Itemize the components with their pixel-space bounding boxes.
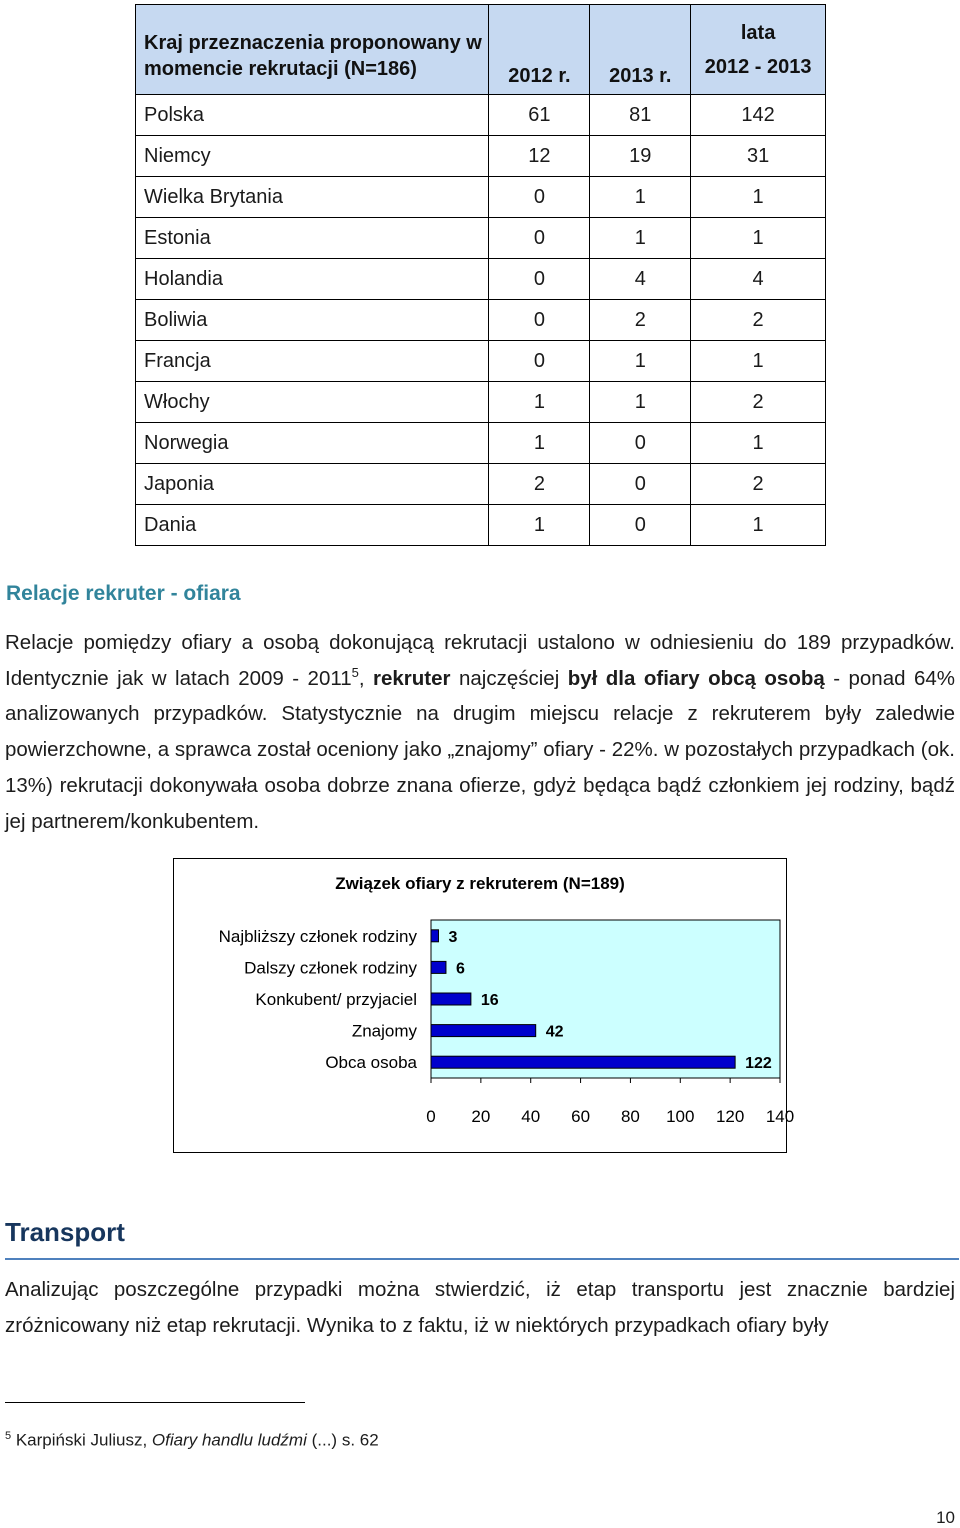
cell-total: 1 <box>691 423 826 464</box>
cell-y2012: 0 <box>489 341 590 382</box>
data-label: 16 <box>480 992 499 1009</box>
cell-y2013: 4 <box>590 259 691 300</box>
p1-text-d: - ponad 64% analizowanych przypadków. Statystycznie na drugim miejscu relacje z rekruterem były zaledwie powierzchowne, a sprawca został oceniony jako „znajomy” ofiary - 22%. w pozostałych przypadkach (ok. 13%) rekrutacji dokonywała osoba dobrze znana ofierze, gdyż będąca bądź członkiem jej rodziny, bądź jej partnerem/konkubentem. <box>5 666 955 833</box>
cell-total: 1 <box>691 218 826 259</box>
header-total-top: lata <box>740 21 776 44</box>
footnote-separator <box>5 1402 305 1403</box>
data-label: 122 <box>745 1055 772 1073</box>
bar <box>431 993 471 1005</box>
cell-country: Dania <box>136 505 489 546</box>
x-tick-label: 120 <box>715 1107 745 1126</box>
table-row <box>136 259 826 300</box>
footnote <box>5 1430 379 1451</box>
table-row <box>136 464 826 505</box>
p1-text-c: najczęściej <box>450 666 568 690</box>
cell-total: 2 <box>691 300 826 341</box>
x-tick-label: 100 <box>666 1107 695 1126</box>
cell-y2013: 0 <box>590 505 691 546</box>
cell-y2012: 0 <box>489 300 590 341</box>
p1-bold-stranger: był dla ofiary obcą osobą <box>567 666 825 690</box>
bar <box>431 961 446 973</box>
bar <box>431 1056 735 1068</box>
cell-total: 31 <box>691 136 826 177</box>
table-row <box>136 423 826 464</box>
data-label: 6 <box>455 960 465 978</box>
cell-country: Niemcy <box>136 136 489 177</box>
cell-country: Holandia <box>136 259 489 300</box>
cell-total: 2 <box>691 382 826 423</box>
section-title: Relacje rekruter - ofiara <box>6 582 241 605</box>
x-tick-label: 140 <box>765 1107 795 1126</box>
table-row <box>136 382 826 423</box>
p1-bold-recruiter: rekruter <box>373 666 451 690</box>
cell-y2013: 1 <box>590 382 691 423</box>
chart-svg <box>174 859 795 1152</box>
cell-y2012: 1 <box>489 382 590 423</box>
cell-country: Polska <box>136 95 489 136</box>
table-row <box>136 505 826 546</box>
cell-y2012: 2 <box>489 464 590 505</box>
cell-y2012: 0 <box>489 218 590 259</box>
page-number: 10 <box>936 1508 955 1527</box>
table-header-row <box>136 5 826 95</box>
relationship-chart <box>173 858 795 1153</box>
cell-country: Boliwia <box>136 300 489 341</box>
cell-y2013: 1 <box>590 218 691 259</box>
category-label: Dalszy członek rodziny <box>244 958 417 978</box>
table-body <box>136 95 826 546</box>
destination-country-table <box>135 4 826 546</box>
header-2012: 2012 r. <box>489 5 590 95</box>
category-label: Najbliższy członek rodziny <box>218 926 417 946</box>
x-axis <box>426 1078 794 1126</box>
table-row <box>136 136 826 177</box>
table-row <box>136 341 826 382</box>
table-row <box>136 95 826 136</box>
cell-y2013: 19 <box>590 136 691 177</box>
cell-total: 1 <box>691 341 826 382</box>
footnote-ref[interactable]: 5 <box>351 664 359 680</box>
cell-total: 142 <box>691 95 826 136</box>
cell-y2012: 0 <box>489 259 590 300</box>
x-tick-label: 0 <box>426 1107 436 1126</box>
cell-country: Norwegia <box>136 423 489 464</box>
cell-y2012: 0 <box>489 177 590 218</box>
cell-total: 4 <box>691 259 826 300</box>
category-label: Znajomy <box>351 1021 417 1041</box>
table-row <box>136 300 826 341</box>
cell-country: Estonia <box>136 218 489 259</box>
cell-y2013: 81 <box>590 95 691 136</box>
header-2013: 2013 r. <box>590 5 691 95</box>
footnote-number: 5 <box>5 1430 12 1442</box>
bar <box>431 1025 536 1037</box>
cell-y2013: 1 <box>590 177 691 218</box>
header-country: Kraj przeznaczenia proponowany w momencie rekrutacji (N=186) <box>136 5 489 95</box>
header-total-bottom: 2012 - 2013 <box>704 55 812 78</box>
data-label: 42 <box>545 1023 564 1041</box>
table-row <box>136 177 826 218</box>
cell-total: 2 <box>691 464 826 505</box>
cell-country: Japonia <box>136 464 489 505</box>
cell-y2012: 61 <box>489 95 590 136</box>
x-tick-label: 80 <box>620 1107 640 1126</box>
footnote-text-a: Karpiński Juliusz, <box>11 1430 152 1450</box>
cell-y2012: 1 <box>489 505 590 546</box>
p1-text-a: Relacje pomiędzy ofiary a osobą dokonującą rekrutacji ustalono w odniesieniu do 189 przypadków. Identycznie jak w latach 2009 - 2011 <box>5 631 955 690</box>
cell-y2012: 1 <box>489 423 590 464</box>
cell-country: Włochy <box>136 382 489 423</box>
x-tick-label: 60 <box>571 1107 591 1126</box>
category-label: Konkubent/ przyjaciel <box>255 990 417 1009</box>
x-tick-label: 20 <box>471 1107 491 1126</box>
footnote-text-b: (...) s. 62 <box>306 1430 379 1450</box>
chart-title: Związek ofiary z rekruterem (N=189) <box>335 874 625 893</box>
x-tick-label: 40 <box>521 1107 541 1126</box>
category-label: Obca osoba <box>325 1053 417 1073</box>
paragraph-transport: Analizując poszczególne przypadki można stwierdzić, iż etap transportu jest znacznie bardziej zróżnicowany niż etap rekrutacji. Wynika to z faktu, iż w niektórych przypadkach ofiary były <box>5 1278 955 1337</box>
heading-rule <box>5 1258 959 1260</box>
p1-text-b: , <box>358 666 374 690</box>
transport-heading: Transport <box>5 1217 125 1247</box>
cell-y2013: 1 <box>590 341 691 382</box>
cell-country: Wielka Brytania <box>136 177 489 218</box>
footnote-italic-title: Ofiary handlu ludźmi <box>151 1430 307 1450</box>
bar <box>431 930 438 942</box>
cell-country: Francja <box>136 341 489 382</box>
cell-total: 1 <box>691 505 826 546</box>
cell-total: 1 <box>691 177 826 218</box>
paragraph-relations <box>5 625 955 839</box>
cell-y2013: 0 <box>590 423 691 464</box>
cell-y2013: 0 <box>590 464 691 505</box>
data-label: 3 <box>448 928 458 946</box>
cell-y2012: 12 <box>489 136 590 177</box>
header-total <box>691 5 826 95</box>
cell-y2013: 2 <box>590 300 691 341</box>
table-row <box>136 218 826 259</box>
